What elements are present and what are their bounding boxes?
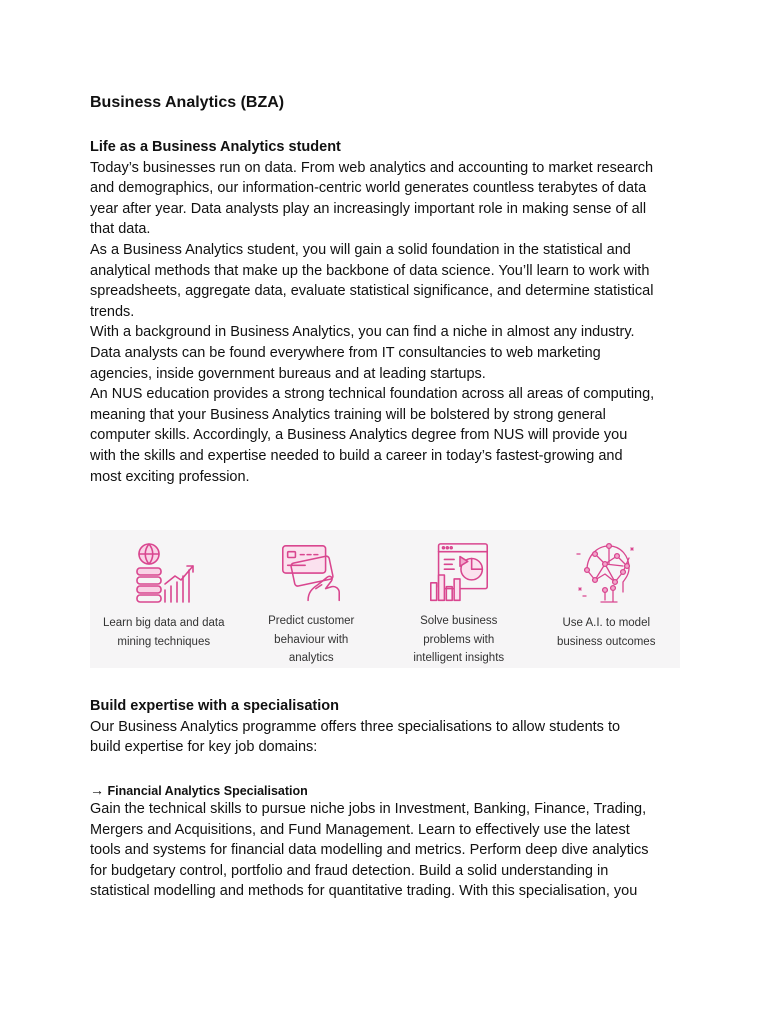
- feature-caption: [413, 612, 504, 668]
- section-specialisation: [90, 696, 620, 758]
- feature-ai-modelling: [533, 530, 681, 668]
- text-line: trends.: [90, 303, 135, 320]
- text-line: Data analysts can be found everywhere from IT consultancies to web marketing: [90, 344, 601, 361]
- section-body: [90, 717, 620, 758]
- text-line: agencies, inside government bureaus and at leading startups.: [90, 365, 486, 382]
- text-line: As a Business Analytics student, you will gain a solid foundation in the statistical and: [90, 241, 631, 258]
- specialisation-subheading: [90, 780, 308, 801]
- text-line: most exciting profession.: [90, 468, 250, 485]
- caption-line: Solve business: [420, 615, 498, 628]
- feature-caption: [103, 614, 225, 651]
- caption-line: intelligent insights: [413, 652, 505, 665]
- feature-caption: [268, 612, 354, 668]
- text-line: Today’s businesses run on data. From web analytics and accounting to market research: [90, 159, 654, 176]
- feature-predict-customer: [238, 530, 386, 668]
- feature-business-insights: [385, 530, 533, 668]
- caption-line: analytics: [288, 652, 334, 665]
- text-line: tools and systems for financial data modelling and metrics. Perform deep dive analytics: [90, 842, 649, 859]
- caption-line: Learn big data and data: [103, 617, 225, 629]
- text-line: statistical modelling and methods for quantitative trading. With this specialisation, you: [90, 883, 638, 900]
- caption-line: Use A.I. to model: [562, 617, 651, 629]
- caption-line: business outcomes: [557, 635, 656, 648]
- text-line: year after year. Data analysts play an increasingly important role in making sense of all: [90, 200, 647, 217]
- text-line: for budgetary control, portfolio and fraud detection. Build a solid understanding in: [90, 862, 609, 879]
- subheading-label: Financial Analytics Specialisation: [107, 784, 308, 798]
- section-life-as-student: [90, 137, 654, 487]
- text-line: With a background in Business Analytics, you can find a niche in almost any industry.: [90, 324, 635, 341]
- analytics-dashboard-icon: [426, 540, 492, 604]
- globe-database-growth-chart-icon: [131, 540, 197, 606]
- feature-big-data: [90, 530, 238, 668]
- ai-neural-head-icon: [573, 540, 639, 606]
- right-arrow-icon: →: [90, 782, 104, 798]
- caption-line: mining techniques: [117, 635, 211, 648]
- text-line: spreadsheets, aggregate data, evaluate statistical significance, and determine statistical: [90, 283, 654, 300]
- text-line: build expertise for key job domains:: [90, 739, 318, 756]
- text-line: analytical methods that make up the backbone of data science. You’ll learn to work with: [90, 262, 650, 279]
- hand-holding-credit-card-icon: [278, 540, 344, 604]
- text-line: meaning that your Business Analytics training will be bolstered by strong general: [90, 406, 606, 423]
- text-line: Our Business Analytics programme offers three specialisations to allow students to: [90, 718, 621, 735]
- text-line: with the skills and expertise needed to build a career in today’s fastest-growing and: [90, 447, 623, 464]
- text-line: An NUS education provides a strong technical foundation across all areas of computing,: [90, 386, 655, 403]
- document-title: Business Analytics (BZA): [90, 94, 285, 111]
- caption-line: behaviour with: [274, 633, 349, 646]
- section-heading: Build expertise with a specialisation: [90, 698, 339, 714]
- section-body: [90, 799, 649, 902]
- text-line: Gain the technical skills to pursue niche jobs in Investment, Banking, Finance, Trading,: [90, 801, 647, 817]
- section-heading: Life as a Business Analytics student: [90, 139, 341, 155]
- section-financial-analytics: [90, 799, 649, 902]
- feature-caption: [557, 614, 655, 651]
- text-line: that data.: [90, 221, 151, 238]
- caption-line: Predict customer: [268, 615, 355, 628]
- feature-strip: [90, 530, 680, 668]
- text-line: Mergers and Acquisitions, and Fund Management. Learn to effectively use the latest: [90, 821, 630, 838]
- section-body: [90, 158, 654, 488]
- caption-line: problems with: [423, 633, 495, 646]
- text-line: and demographics, our information-centric world generates countless terabytes of data: [90, 180, 647, 197]
- text-line: computer skills. Accordingly, a Business Analytics degree from NUS will provide you: [90, 427, 628, 444]
